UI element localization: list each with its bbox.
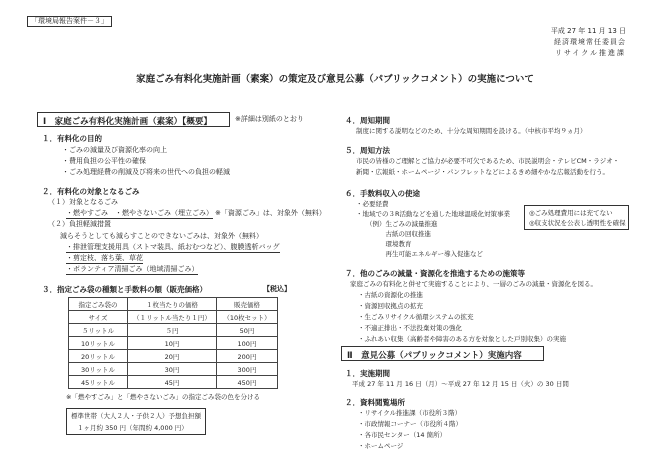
p1-title: １．有料化の目的 [42, 134, 102, 143]
table-header: サイズ [69, 311, 128, 324]
p6-item: ・必要経費 [356, 200, 389, 208]
unit-price-cell: ５円 [128, 324, 217, 337]
table-header: （１リットル当たり１円） [128, 311, 217, 324]
p3-title: ３．指定ごみ袋の種類と手数料の額（販売価格） [42, 285, 207, 294]
p6-note: ◎ごみ処理費用には充てない [529, 209, 613, 217]
p2-title: ２．有料化の対象となるごみ [42, 187, 140, 196]
report-date: 平成 27 年 11 月 13 日 [550, 27, 626, 35]
p3-tax-note: 【税込】 [263, 285, 291, 293]
s2-p1-title: １．実施期間 [345, 369, 390, 378]
size-cell: 30リットル [69, 363, 128, 376]
p7-item: ・ふれあい収集（高齢者や障害のある方を対象とした戸別収集）の実施 [358, 335, 566, 343]
p7-title: ７．他のごみの減量・資源化を推進するための施策等 [345, 269, 525, 278]
table-header: （10枚セット） [217, 311, 278, 324]
p6-item: （例）生ごみの減量推進 [366, 220, 438, 228]
p2-sub1-note: ※「資源ごみ」は、対象外（無料） [215, 209, 326, 217]
set-price-cell: 300円 [217, 363, 278, 376]
p2-sub2-item: ・剪定枝、落ち葉、草花 [66, 254, 143, 262]
set-price-cell: 200円 [217, 350, 278, 363]
table-header: 指定ごみ袋の [69, 298, 128, 311]
unit-price-cell: 45円 [128, 376, 217, 389]
s2-p2-title: ２．資料閲覧場所 [345, 398, 405, 407]
p6-item: ・地域での３R活動などを通した地球温暖化対策事業 [356, 210, 511, 218]
p6-item: 再生可能エネルギー導入促進など [366, 250, 483, 258]
p2-sub2-desc: 減らそうとしても減らすことのできないごみは、対象外（無料） [60, 232, 263, 240]
unit-price-cell: 20円 [128, 350, 217, 363]
price-table [68, 297, 278, 389]
s2-p2-item: ・リサイクル推進課（市役所３階） [358, 409, 462, 417]
size-cell: 20リットル [69, 350, 128, 363]
p2-sub1-item-text: ・燃やすごみ ・燃やさないごみ（埋立ごみ） [66, 209, 213, 217]
size-cell: 10リットル [69, 337, 128, 350]
s2-p2-item: ・各市民センター（14 箇所） [358, 431, 447, 439]
report-tag: 「環境局報告案件－３」 [27, 16, 112, 27]
set-price-cell: 450円 [217, 376, 278, 389]
p2-sub1: （１）対象となるごみ [48, 198, 118, 206]
section1-heading: Ⅰ 家庭ごみ有料化実施計画（素案）【概要】 [37, 112, 230, 127]
section2-heading: Ⅱ 意見公募（パブリックコメント）実施内容 [341, 346, 544, 361]
p6-item: 古紙の回収推進 [366, 230, 431, 238]
p7-item: ・古紙の資源化の推進 [358, 291, 423, 299]
p7-item: ・不適正排出・不法投棄対策の強化 [358, 324, 462, 332]
p2-sub2-item: ・排泄管理支援用具（ストマ装具、紙おむつなど）、腹膜透析バッグ [66, 243, 280, 251]
unit-price-cell: 10円 [128, 337, 217, 350]
p5-line: 新聞・広報紙・ホームページ・パンフレットなどによるきめ細やかな広報活動を行う。 [356, 168, 610, 176]
p6-notes-box [524, 205, 629, 230]
table-row [69, 337, 278, 350]
household-box [66, 408, 206, 435]
household-title: 標準世帯（大人２人・子供２人）予想負担額 [71, 412, 201, 420]
p1-item: ・ごみの減量及び資源化率の向上 [62, 146, 167, 154]
table-header: 販売価格 [217, 298, 278, 311]
set-price-cell: 100円 [217, 337, 278, 350]
unit-price-cell: 30円 [128, 363, 217, 376]
p1-item: ・費用負担の公平性の確保 [62, 157, 146, 165]
p2-sub2: （２）負担軽減措置 [48, 220, 111, 228]
section1-note: ※詳細は別紙のとおり [235, 115, 304, 123]
p1-item: ・ごみ処理経費の削減及び将来の世代への負担の軽減 [62, 168, 230, 176]
size-cell: ５リットル [69, 324, 128, 337]
department-name: リサイクル推進課 [554, 49, 626, 57]
s2-p2-item: ・ホームページ [358, 442, 404, 450]
committee-name: 経済環境常任委員会 [554, 38, 626, 46]
table-note: ※「燃やすごみ」と「燃やさないごみ」の指定ごみ袋の色を分ける [66, 393, 260, 401]
p4-text: 制度に関する説明などのため、十分な周知期間を設ける。（中核市平均９ヵ月） [356, 127, 587, 135]
s2-p1-text: 平成 27 年 11 月 16 日（月）～平成 27 年 12 月 15 日（火）の 30 日間 [352, 380, 569, 388]
p7-item: ・生ごみリサイクル循環システムの拡充 [358, 313, 474, 321]
size-cell: 45リットル [69, 376, 128, 389]
p7-intro: 家庭ごみの有料化と併せて実施することにより、一層のごみの減量・資源化を図る。 [350, 280, 597, 288]
table-row [69, 324, 278, 337]
p5-line: 市民の皆様のご理解とご協力が必要不可欠であるため、市民説明会・テレビCM・ラジオ・ [356, 157, 620, 165]
p7-item: ・資源回収拠点の拡充 [358, 302, 423, 310]
p6-note: ◎収支状況を公表し透明性を確保 [529, 219, 626, 227]
p2-sub2-item: ・ボランティア清掃ごみ（地域清掃ごみ） [66, 265, 199, 273]
table-header: １枚当たりの価格 [128, 298, 217, 311]
s2-p2-item: ・市政情報コーナー（市役所４階） [358, 420, 462, 428]
household-value: １ヶ月約 350 円（年間約 4,000 円） [77, 424, 188, 432]
p5-title: ５．周知方法 [345, 146, 390, 155]
p4-title: ４．周知期間 [345, 116, 390, 125]
table-row [69, 376, 278, 389]
set-price-cell: 50円 [217, 324, 278, 337]
p6-item: 環境教育 [366, 240, 412, 248]
table-row [69, 350, 278, 363]
page-title: 家庭ごみ有料化実施計画（素案）の策定及び意見公募（パブリックコメント）の実施について [136, 74, 534, 85]
table-row [69, 363, 278, 376]
p6-title: ６．手数料収入の使途 [345, 189, 420, 198]
